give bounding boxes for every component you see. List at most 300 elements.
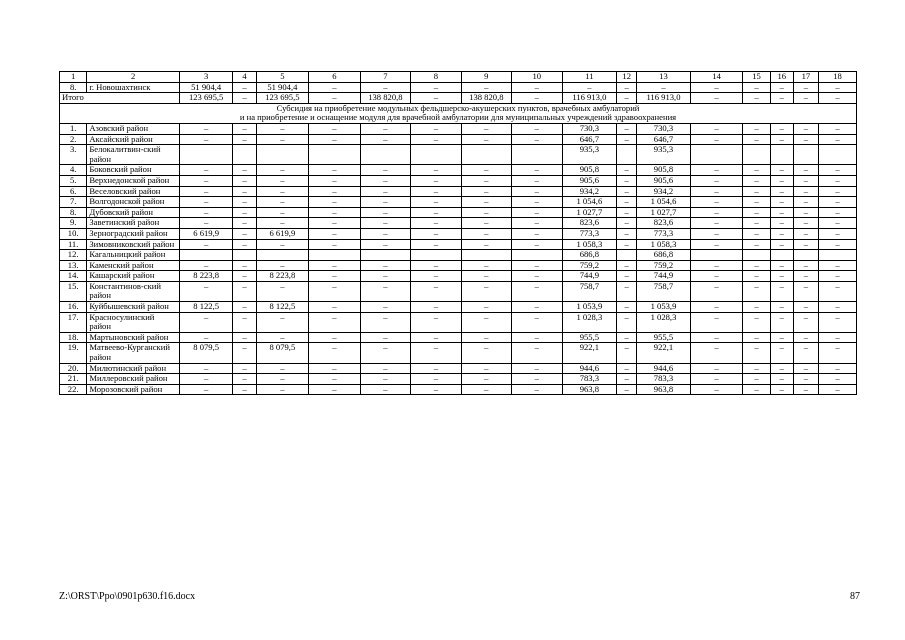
- value-cell: –: [743, 228, 770, 239]
- value-cell: –: [360, 332, 410, 343]
- value-cell: –: [233, 363, 256, 374]
- value-cell: –: [819, 197, 857, 208]
- table-row: [60, 123, 857, 134]
- value-cell: –: [743, 197, 770, 208]
- value-cell: –: [233, 343, 256, 363]
- value-cell: 944,6: [637, 363, 691, 374]
- value-cell: 905,8: [562, 165, 617, 176]
- value-cell: –: [179, 218, 233, 229]
- value-cell: –: [617, 82, 637, 93]
- value-cell: –: [743, 302, 770, 313]
- value-cell: –: [256, 197, 309, 208]
- value-cell: –: [617, 239, 637, 250]
- value-cell: –: [512, 374, 562, 385]
- value-cell: 123 695,5: [179, 93, 233, 104]
- value-cell: [411, 145, 461, 165]
- value-cell: –: [179, 123, 233, 134]
- row-number: 8.: [60, 82, 87, 93]
- value-cell: –: [256, 332, 309, 343]
- district-name: Куйбышевский район: [87, 302, 180, 313]
- value-cell: –: [512, 302, 562, 313]
- district-name: Кагальницкий район: [87, 250, 180, 261]
- value-cell: –: [309, 82, 361, 93]
- district-name: Милютинский район: [87, 363, 180, 374]
- district-name: Заветинский район: [87, 218, 180, 229]
- column-number-cell: 6: [309, 72, 361, 83]
- value-cell: –: [411, 384, 461, 395]
- district-name: Волгодонской район: [87, 197, 180, 208]
- table-row: [60, 343, 857, 363]
- district-name: Красносулинский район: [87, 312, 180, 332]
- value-cell: –: [309, 374, 361, 385]
- column-number-cell: 13: [637, 72, 691, 83]
- value-cell: –: [512, 312, 562, 332]
- column-number-cell: 10: [512, 72, 562, 83]
- value-cell: –: [512, 93, 562, 104]
- value-cell: –: [793, 239, 818, 250]
- value-cell: –: [617, 384, 637, 395]
- column-number-cell: 8: [411, 72, 461, 83]
- value-cell: –: [819, 218, 857, 229]
- value-cell: –: [360, 218, 410, 229]
- page-number: 87: [850, 591, 860, 602]
- value-cell: 8 223,8: [179, 271, 233, 282]
- value-cell: –: [411, 175, 461, 186]
- row-number: 13.: [60, 260, 87, 271]
- value-cell: –: [461, 332, 511, 343]
- column-number-cell: 18: [819, 72, 857, 83]
- value-cell: 51 904,4: [179, 82, 233, 93]
- value-cell: [770, 250, 793, 261]
- value-cell: –: [617, 218, 637, 229]
- value-cell: –: [637, 82, 691, 93]
- value-cell: –: [690, 363, 743, 374]
- value-cell: –: [793, 374, 818, 385]
- value-cell: –: [512, 332, 562, 343]
- district-name: Кашарский район: [87, 271, 180, 282]
- value-cell: –: [793, 271, 818, 282]
- value-cell: –: [743, 93, 770, 104]
- value-cell: –: [233, 228, 256, 239]
- value-cell: –: [411, 207, 461, 218]
- value-cell: –: [233, 239, 256, 250]
- value-cell: [233, 250, 256, 261]
- value-cell: –: [512, 363, 562, 374]
- value-cell: 935,3: [562, 145, 617, 165]
- value-cell: –: [770, 123, 793, 134]
- column-number-cell: 3: [179, 72, 233, 83]
- value-cell: –: [309, 134, 361, 145]
- value-cell: –: [819, 175, 857, 186]
- district-name: Константинов-ский район: [87, 281, 180, 301]
- value-cell: 1 028,3: [637, 312, 691, 332]
- value-cell: –: [411, 343, 461, 363]
- value-cell: –: [743, 281, 770, 301]
- value-cell: –: [256, 123, 309, 134]
- value-cell: –: [309, 123, 361, 134]
- value-cell: –: [617, 93, 637, 104]
- value-cell: –: [690, 228, 743, 239]
- value-cell: –: [819, 332, 857, 343]
- value-cell: –: [793, 363, 818, 374]
- value-cell: –: [770, 239, 793, 250]
- value-cell: –: [793, 312, 818, 332]
- table-row: [60, 93, 857, 104]
- value-cell: –: [179, 165, 233, 176]
- value-cell: –: [819, 228, 857, 239]
- value-cell: –: [179, 374, 233, 385]
- value-cell: –: [819, 312, 857, 332]
- value-cell: [770, 145, 793, 165]
- value-cell: –: [793, 332, 818, 343]
- value-cell: –: [770, 332, 793, 343]
- value-cell: –: [512, 123, 562, 134]
- value-cell: –: [233, 384, 256, 395]
- value-cell: –: [690, 93, 743, 104]
- value-cell: –: [770, 312, 793, 332]
- value-cell: 6 619,9: [256, 228, 309, 239]
- value-cell: –: [819, 302, 857, 313]
- row-number: 7.: [60, 197, 87, 208]
- value-cell: –: [360, 363, 410, 374]
- section-title: [60, 103, 857, 123]
- value-cell: –: [256, 165, 309, 176]
- value-cell: –: [179, 312, 233, 332]
- value-cell: [743, 145, 770, 165]
- value-cell: [360, 145, 410, 165]
- value-cell: –: [819, 82, 857, 93]
- value-cell: 686,8: [637, 250, 691, 261]
- value-cell: –: [360, 302, 410, 313]
- value-cell: –: [617, 260, 637, 271]
- value-cell: –: [743, 271, 770, 282]
- value-cell: –: [819, 186, 857, 197]
- district-name: Матвеево-Курганский район: [87, 343, 180, 363]
- value-cell: –: [690, 281, 743, 301]
- value-cell: 138 820,8: [461, 93, 511, 104]
- value-cell: –: [309, 271, 361, 282]
- table-row: [60, 197, 857, 208]
- value-cell: –: [233, 134, 256, 145]
- table-row: [60, 271, 857, 282]
- value-cell: –: [461, 82, 511, 93]
- value-cell: –: [256, 312, 309, 332]
- value-cell: –: [512, 281, 562, 301]
- value-cell: –: [793, 82, 818, 93]
- value-cell: –: [360, 186, 410, 197]
- value-cell: –: [411, 260, 461, 271]
- value-cell: –: [743, 260, 770, 271]
- value-cell: 8 079,5: [179, 343, 233, 363]
- value-cell: –: [360, 82, 410, 93]
- value-cell: –: [770, 207, 793, 218]
- value-cell: –: [743, 312, 770, 332]
- value-cell: 1 058,3: [562, 239, 617, 250]
- value-cell: –: [233, 207, 256, 218]
- value-cell: –: [256, 175, 309, 186]
- value-cell: –: [770, 197, 793, 208]
- value-cell: –: [309, 197, 361, 208]
- value-cell: –: [819, 374, 857, 385]
- value-cell: 730,3: [562, 123, 617, 134]
- row-number: 12.: [60, 250, 87, 261]
- value-cell: –: [512, 384, 562, 395]
- value-cell: –: [360, 281, 410, 301]
- value-cell: –: [743, 207, 770, 218]
- value-cell: –: [690, 82, 743, 93]
- value-cell: –: [360, 228, 410, 239]
- value-cell: –: [512, 260, 562, 271]
- value-cell: –: [411, 186, 461, 197]
- value-cell: –: [793, 165, 818, 176]
- value-cell: 823,6: [637, 218, 691, 229]
- value-cell: –: [512, 82, 562, 93]
- value-cell: –: [256, 218, 309, 229]
- value-cell: –: [770, 363, 793, 374]
- value-cell: –: [309, 207, 361, 218]
- value-cell: –: [690, 239, 743, 250]
- value-cell: –: [411, 197, 461, 208]
- district-name: Азовский район: [87, 123, 180, 134]
- value-cell: –: [256, 384, 309, 395]
- value-cell: –: [179, 384, 233, 395]
- value-cell: –: [617, 175, 637, 186]
- value-cell: –: [743, 186, 770, 197]
- value-cell: 758,7: [637, 281, 691, 301]
- value-cell: –: [512, 343, 562, 363]
- value-cell: –: [461, 363, 511, 374]
- table-row: [60, 218, 857, 229]
- value-cell: –: [360, 134, 410, 145]
- value-cell: –: [819, 207, 857, 218]
- row-number: 17.: [60, 312, 87, 332]
- value-cell: –: [793, 123, 818, 134]
- value-cell: –: [793, 228, 818, 239]
- value-cell: –: [461, 384, 511, 395]
- row-number: 20.: [60, 363, 87, 374]
- value-cell: –: [411, 93, 461, 104]
- row-number: 4.: [60, 165, 87, 176]
- value-cell: –: [360, 374, 410, 385]
- value-cell: 773,3: [562, 228, 617, 239]
- value-cell: –: [690, 384, 743, 395]
- value-cell: –: [179, 197, 233, 208]
- value-cell: –: [793, 343, 818, 363]
- value-cell: 730,3: [637, 123, 691, 134]
- column-number-cell: 4: [233, 72, 256, 83]
- value-cell: –: [411, 374, 461, 385]
- value-cell: –: [309, 186, 361, 197]
- value-cell: 1 054,6: [637, 197, 691, 208]
- value-cell: [411, 250, 461, 261]
- value-cell: –: [309, 302, 361, 313]
- value-cell: 934,2: [637, 186, 691, 197]
- value-cell: –: [411, 239, 461, 250]
- value-cell: –: [690, 271, 743, 282]
- value-cell: –: [461, 228, 511, 239]
- value-cell: [461, 250, 511, 261]
- value-cell: –: [617, 207, 637, 218]
- value-cell: –: [743, 82, 770, 93]
- value-cell: –: [309, 260, 361, 271]
- value-cell: –: [690, 197, 743, 208]
- table-row: [60, 239, 857, 250]
- value-cell: 1 027,7: [562, 207, 617, 218]
- value-cell: –: [360, 239, 410, 250]
- value-cell: 935,3: [637, 145, 691, 165]
- value-cell: –: [411, 271, 461, 282]
- value-cell: [179, 250, 233, 261]
- district-name: Белокалитвин-ский район: [87, 145, 180, 165]
- value-cell: –: [256, 374, 309, 385]
- value-cell: –: [461, 281, 511, 301]
- table-row: [60, 134, 857, 145]
- row-number: 1.: [60, 123, 87, 134]
- value-cell: –: [743, 165, 770, 176]
- value-cell: –: [309, 281, 361, 301]
- value-cell: –: [512, 186, 562, 197]
- value-cell: [690, 250, 743, 261]
- value-cell: [743, 250, 770, 261]
- value-cell: 6 619,9: [179, 228, 233, 239]
- value-cell: –: [617, 332, 637, 343]
- column-number-cell: 17: [793, 72, 818, 83]
- district-name: Миллеровский район: [87, 374, 180, 385]
- value-cell: –: [233, 332, 256, 343]
- value-cell: –: [179, 260, 233, 271]
- value-cell: 116 913,0: [562, 93, 617, 104]
- value-cell: –: [690, 260, 743, 271]
- value-cell: –: [309, 363, 361, 374]
- value-cell: –: [690, 165, 743, 176]
- value-cell: 955,5: [562, 332, 617, 343]
- value-cell: –: [690, 312, 743, 332]
- value-cell: –: [793, 207, 818, 218]
- value-cell: 773,3: [637, 228, 691, 239]
- value-cell: –: [360, 384, 410, 395]
- value-cell: –: [743, 175, 770, 186]
- value-cell: –: [233, 165, 256, 176]
- value-cell: –: [461, 271, 511, 282]
- row-number: 5.: [60, 175, 87, 186]
- district-name: Каменский район: [87, 260, 180, 271]
- value-cell: –: [617, 197, 637, 208]
- value-cell: –: [770, 218, 793, 229]
- column-number-cell: 9: [461, 72, 511, 83]
- value-cell: –: [360, 175, 410, 186]
- value-cell: –: [512, 271, 562, 282]
- value-cell: –: [770, 343, 793, 363]
- column-number-row: [60, 72, 857, 83]
- value-cell: –: [743, 332, 770, 343]
- value-cell: 823,6: [562, 218, 617, 229]
- value-cell: –: [360, 271, 410, 282]
- value-cell: –: [743, 134, 770, 145]
- value-cell: –: [743, 239, 770, 250]
- value-cell: [793, 145, 818, 165]
- value-cell: –: [179, 207, 233, 218]
- row-number: 6.: [60, 186, 87, 197]
- value-cell: –: [617, 312, 637, 332]
- value-cell: –: [743, 123, 770, 134]
- value-cell: –: [309, 218, 361, 229]
- value-cell: –: [411, 165, 461, 176]
- value-cell: [461, 145, 511, 165]
- value-cell: –: [461, 134, 511, 145]
- value-cell: –: [770, 134, 793, 145]
- table-row: [60, 228, 857, 239]
- value-cell: –: [770, 271, 793, 282]
- value-cell: –: [233, 260, 256, 271]
- value-cell: 905,8: [637, 165, 691, 176]
- table-row: [60, 175, 857, 186]
- value-cell: –: [617, 228, 637, 239]
- value-cell: –: [309, 239, 361, 250]
- value-cell: –: [690, 332, 743, 343]
- value-cell: –: [179, 134, 233, 145]
- value-cell: –: [819, 271, 857, 282]
- value-cell: –: [461, 302, 511, 313]
- value-cell: 783,3: [637, 374, 691, 385]
- value-cell: 759,2: [637, 260, 691, 271]
- district-name: Аксайский район: [87, 134, 180, 145]
- value-cell: –: [360, 123, 410, 134]
- value-cell: [179, 145, 233, 165]
- value-cell: –: [411, 332, 461, 343]
- value-cell: 116 913,0: [637, 93, 691, 104]
- value-cell: –: [179, 363, 233, 374]
- value-cell: –: [743, 343, 770, 363]
- value-cell: –: [690, 186, 743, 197]
- section-title-line-1: Субсидия на приобретение модульных фельдшерско-акушерских пунктов, врачебных амбулаторий: [276, 103, 640, 113]
- district-name: г. Новошахтинск: [87, 82, 180, 93]
- value-cell: –: [179, 332, 233, 343]
- value-cell: –: [233, 197, 256, 208]
- value-cell: –: [770, 93, 793, 104]
- value-cell: –: [770, 186, 793, 197]
- value-cell: –: [617, 281, 637, 301]
- total-label: Итого: [60, 93, 180, 104]
- value-cell: –: [690, 343, 743, 363]
- value-cell: [309, 250, 361, 261]
- value-cell: –: [233, 374, 256, 385]
- budget-table: [59, 71, 857, 395]
- value-cell: –: [770, 384, 793, 395]
- value-cell: –: [360, 207, 410, 218]
- value-cell: –: [461, 175, 511, 186]
- value-cell: –: [819, 165, 857, 176]
- value-cell: –: [411, 82, 461, 93]
- value-cell: –: [512, 165, 562, 176]
- row-number: 22.: [60, 384, 87, 395]
- value-cell: –: [512, 207, 562, 218]
- value-cell: –: [360, 343, 410, 363]
- value-cell: –: [793, 218, 818, 229]
- row-number: 19.: [60, 343, 87, 363]
- value-cell: –: [461, 343, 511, 363]
- value-cell: –: [819, 384, 857, 395]
- value-cell: –: [690, 134, 743, 145]
- row-number: 16.: [60, 302, 87, 313]
- value-cell: –: [512, 175, 562, 186]
- value-cell: –: [233, 175, 256, 186]
- value-cell: 123 695,5: [256, 93, 309, 104]
- value-cell: [819, 145, 857, 165]
- table-row: [60, 165, 857, 176]
- value-cell: –: [793, 260, 818, 271]
- value-cell: –: [512, 228, 562, 239]
- value-cell: –: [770, 281, 793, 301]
